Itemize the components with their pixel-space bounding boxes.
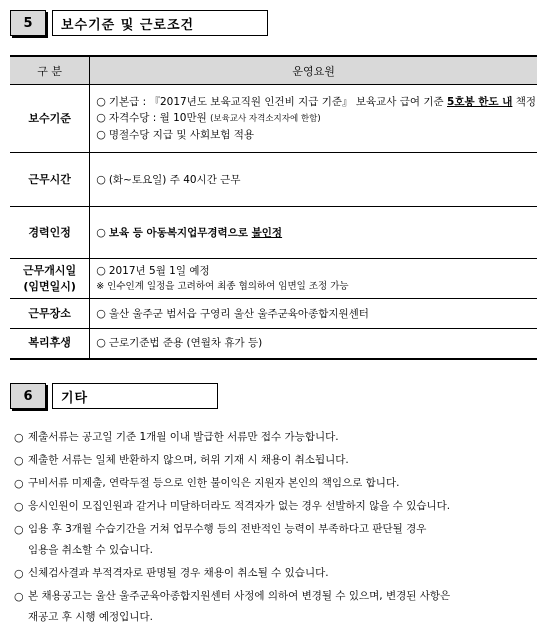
section-6-header	[10, 383, 218, 409]
circle-bullet-icon: ○	[14, 477, 24, 490]
row-label: 근무시간	[10, 153, 90, 207]
table-header-row	[10, 56, 537, 85]
list-item: ○ 제출한 서류는 일체 반환하지 않으며, 허위 기재 시 채용이 취소됩니다.	[14, 454, 349, 467]
list-item: ○ 신체검사결과 부적격자로 판명될 경우 채용이 취소될 수 있습니다.	[14, 567, 329, 580]
row-label: 경력인정	[10, 207, 90, 259]
row-label: 근무개시일 (임면일시)	[10, 259, 90, 299]
circle-bullet-icon: ○	[14, 500, 24, 513]
row-content: ○ 2017년 5월 1일 예정 ※ 인수인계 일정을 고려하여 최종 협의하여 임면일 조정 가능	[90, 259, 537, 299]
row-label: 보수기준	[10, 85, 90, 153]
section-5-header	[10, 10, 268, 36]
column-header-category: 구 분	[10, 56, 90, 85]
row-content: ○ (화~토요일) 주 40시간 근무	[90, 153, 537, 207]
row-content: ○ 기본급 : 『2017년도 보육교직원 인건비 지급 기준』 보육교사 급여 기준 5호봉 한도 내 책정 ○ 자격수당 : 월 10만원 (보육교사 자격소지자에 한함) ○ 명절수당 지급 및 사회보험 적용	[90, 85, 537, 153]
table-row	[10, 259, 537, 299]
section-number: 6	[10, 383, 46, 409]
row-label: 복리후생	[10, 329, 90, 359]
notice-list	[14, 430, 534, 633]
row-content: ○ 울산 울주군 범서읍 구영리 울산 울주군육아종합지원센터	[90, 299, 537, 329]
circle-bullet-icon: ○	[14, 431, 24, 444]
list-item: ○ 임용 후 3개월 수습기간을 거쳐 업무수행 등의 전반적인 능력이 부족하다고 판단될 경우 임용을 취소할 수 있습니다.	[14, 523, 427, 556]
section-title: 기타	[52, 383, 218, 409]
row-content: ○ 근로기준법 준용 (연월차 휴가 등)	[90, 329, 537, 359]
section-number: 5	[10, 10, 46, 36]
list-item: ○ 응시인원이 모집인원과 같거나 미달하더라도 적격자가 없는 경우 선발하지 않을 수 있습니다.	[14, 500, 451, 513]
row-content: ○ 보육 등 아동복지업무경력으로 불인정	[90, 207, 537, 259]
table-row	[10, 299, 537, 329]
table-row	[10, 85, 537, 153]
table-row	[10, 153, 537, 207]
circle-bullet-icon: ○	[14, 590, 24, 603]
table-row	[10, 329, 537, 359]
list-item: ○ 구비서류 미제출, 연락두절 등으로 인한 불이익은 지원자 본인의 책임으로 합니다.	[14, 477, 400, 490]
list-item: ○ 본 채용공고는 울산 울주군육아종합지원센터 사정에 의하여 변경될 수 있으며, 변경된 사항은 재공고 후 시행 예정입니다.	[14, 590, 451, 623]
column-header-staff: 운영요원	[90, 56, 537, 85]
circle-bullet-icon: ○	[14, 567, 24, 580]
section-title: 보수기준 및 근로조건	[52, 10, 268, 36]
circle-bullet-icon: ○	[14, 523, 24, 536]
table-row	[10, 207, 537, 259]
circle-bullet-icon: ○	[14, 454, 24, 467]
row-label: 근무장소	[10, 299, 90, 329]
conditions-table	[10, 55, 537, 360]
list-item: ○ 제출서류는 공고일 기준 1개월 이내 발급한 서류만 접수 가능합니다.	[14, 431, 339, 444]
